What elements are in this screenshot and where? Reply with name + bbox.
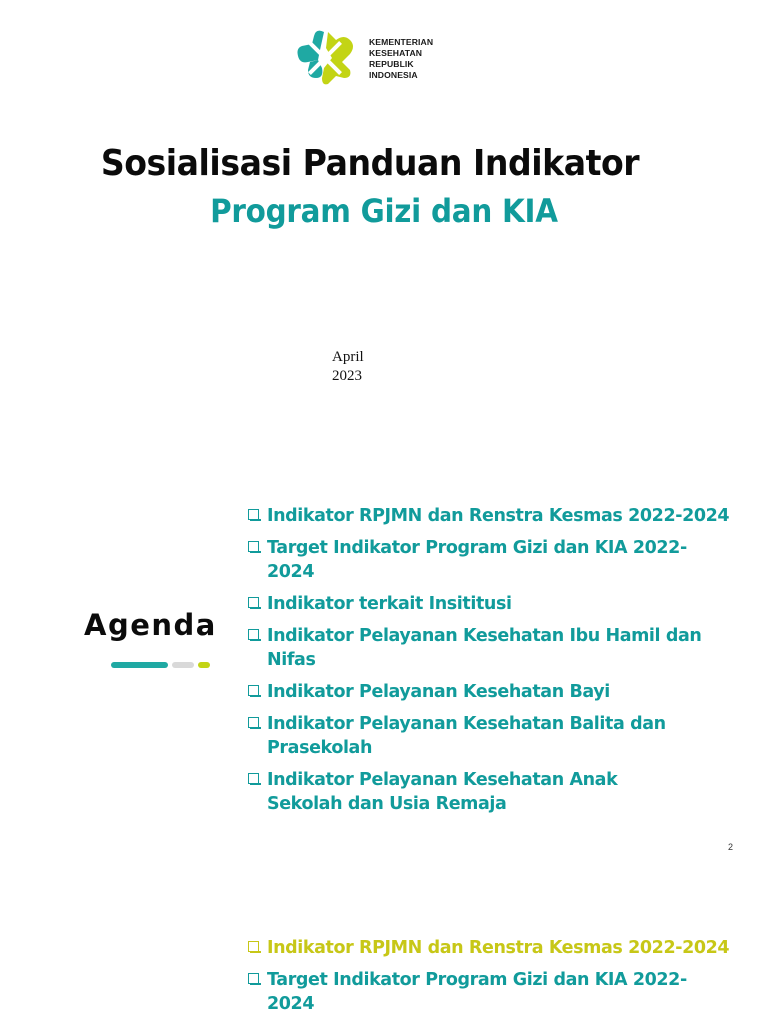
agenda-list: [246, 504, 746, 824]
checkbox-icon: [248, 685, 259, 696]
decor-bar-teal: [111, 662, 168, 668]
checkbox-icon: [248, 597, 259, 608]
agenda-item: Target Indikator Program Gizi dan KIA 2022-2024: [246, 968, 746, 1016]
agenda-item: Indikator terkait Insititusi: [246, 592, 746, 616]
slide-subtitle: Program Gizi dan KIA: [210, 192, 558, 230]
date-year: 2023: [332, 368, 362, 384]
page-number: 2: [728, 842, 734, 852]
agenda-item-highlighted: Indikator RPJMN dan Renstra Kesmas 2022-2024: [246, 936, 746, 960]
agenda-item: Indikator Pelayanan Kesehatan Bayi: [246, 680, 746, 704]
logo-line: KEMENTERIAN: [369, 37, 434, 47]
logo-line: REPUBLIK: [369, 59, 414, 69]
checkbox-icon: [248, 941, 259, 952]
decor-bar-grey: [172, 662, 194, 668]
agenda-heading: Agenda: [84, 608, 217, 642]
agenda-decor-bar: [111, 662, 211, 670]
date-month: April: [332, 349, 364, 365]
kemenkes-logo-icon: [296, 28, 356, 86]
next-slide-agenda-list: [246, 936, 746, 1024]
slide-title: Sosialisasi Panduan Indikator: [100, 143, 640, 184]
slide-date: [332, 348, 364, 386]
agenda-item: Indikator Pelayanan Kesehatan Ibu Hamil dan Nifas: [246, 624, 746, 672]
agenda-item: Target Indikator Program Gizi dan KIA 2022-2024: [246, 536, 746, 584]
checkbox-icon: [248, 629, 259, 640]
checkbox-icon: [248, 717, 259, 728]
agenda-item: Indikator Pelayanan Kesehatan Balita dan Prasekolah: [246, 712, 746, 760]
logo-line: KESEHATAN: [369, 48, 423, 58]
checkbox-icon: [248, 541, 259, 552]
checkbox-icon: [248, 973, 259, 984]
checkbox-icon: [248, 509, 259, 520]
decor-bar-lime: [198, 662, 210, 668]
logo-line: INDONESIA: [369, 70, 418, 80]
checkbox-icon: [248, 773, 259, 784]
agenda-item: Indikator Pelayanan Kesehatan Anak Sekolah dan Usia Remaja: [246, 768, 746, 816]
agenda-item: Indikator RPJMN dan Renstra Kesmas 2022-2024: [246, 504, 746, 528]
logo-wordmark: [369, 37, 433, 81]
